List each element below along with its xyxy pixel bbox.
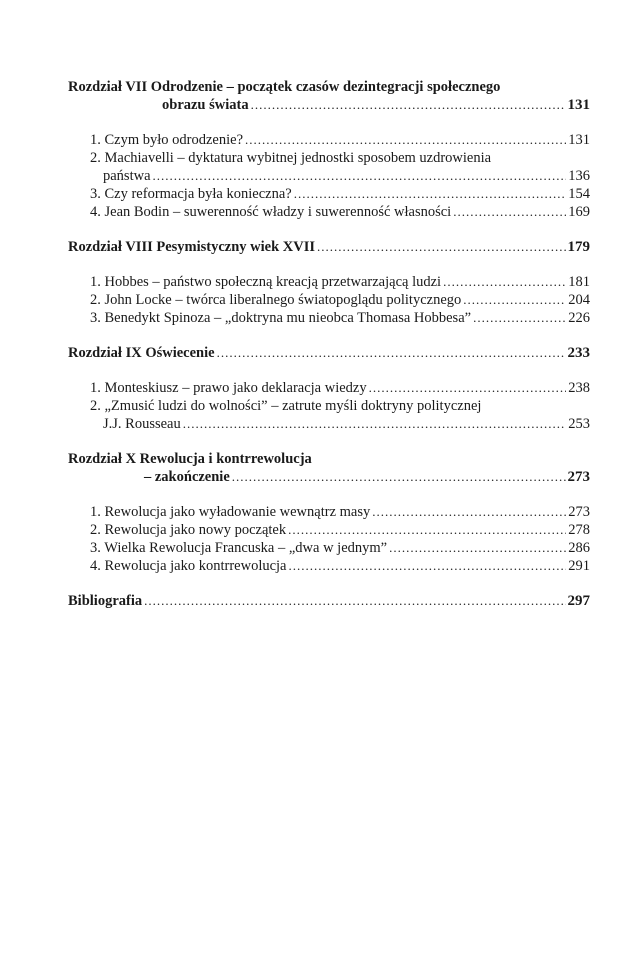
dot-leader xyxy=(317,238,565,256)
entry-title: 4. Jean Bodin – suwerenność władzy i suwerenność własności xyxy=(90,204,452,220)
page-number: 278 xyxy=(568,522,590,538)
chapter-8 xyxy=(68,238,590,327)
toc-entry xyxy=(68,521,590,539)
dot-leader xyxy=(232,468,566,486)
page-number: 179 xyxy=(567,239,590,255)
dot-leader xyxy=(217,344,566,362)
toc-entry xyxy=(68,291,590,309)
chapter-entry xyxy=(68,344,590,362)
chapter-7 xyxy=(68,78,590,221)
page-number: 169 xyxy=(568,204,590,220)
entry-title: J.J. Rousseau xyxy=(103,416,181,432)
toc-entry xyxy=(68,167,590,185)
dot-leader xyxy=(372,503,566,521)
toc-entry xyxy=(68,273,590,291)
dot-leader xyxy=(288,521,566,539)
dot-leader xyxy=(389,539,566,557)
page-number: 204 xyxy=(568,292,590,308)
dot-leader xyxy=(473,309,566,327)
chapter-title-line: obrazu świata xyxy=(162,97,249,113)
entry-title: 1. Rewolucja jako wyładowanie wewnątrz masy xyxy=(90,504,371,520)
entry-title-line: 2. „Zmusić ludzi do wolności” – zatrute myśli doktryny politycznej xyxy=(90,398,482,414)
entry-title: państwa xyxy=(103,168,151,184)
page-number: 154 xyxy=(568,186,590,202)
entry-title: 3. Benedykt Spinoza – „doktryna mu nieobca Thomasa Hobbesa” xyxy=(90,310,472,326)
chapter-title-line: Rozdział IX Oświecenie xyxy=(68,345,215,361)
chapter-title-line: Rozdział VIII Pesymistyczny wiek XVII xyxy=(68,239,316,255)
dot-leader xyxy=(144,592,565,610)
chapter-entry xyxy=(68,238,590,256)
chapter-title-line: Rozdział X Rewolucja i kontrrewolucja xyxy=(68,451,312,467)
page-number: 226 xyxy=(568,310,590,326)
dot-leader xyxy=(369,379,567,397)
entry-title: 3. Czy reformacja była konieczna? xyxy=(90,186,292,202)
toc-entry xyxy=(68,185,590,203)
chapter-entry xyxy=(68,96,590,114)
page-number: 291 xyxy=(568,558,590,574)
entry-title: 2. John Locke – twórca liberalnego światopoglądu politycznego xyxy=(90,292,462,308)
chapter-9 xyxy=(68,344,590,433)
page-number: 273 xyxy=(567,469,590,485)
entry-title: 1. Hobbes – państwo społeczną kreacją przetwarzającą ludzi xyxy=(90,274,442,290)
toc-entry xyxy=(68,539,590,557)
entry-title: 2. Rewolucja jako nowy początek xyxy=(90,522,287,538)
chapter-title-line: Rozdział VII Odrodzenie – początek czasów dezintegracji społecznego xyxy=(68,79,501,95)
chapter-entry xyxy=(68,468,590,486)
table-of-contents xyxy=(68,78,590,610)
toc-entry xyxy=(68,203,590,221)
chapter-10 xyxy=(68,450,590,575)
dot-leader xyxy=(443,273,566,291)
dot-leader xyxy=(294,185,567,203)
entry-title: 1. Monteskiusz – prawo jako deklaracja wiedzy xyxy=(90,380,367,396)
bibliography-entry xyxy=(68,592,590,610)
toc-entry xyxy=(68,131,590,149)
dot-leader xyxy=(463,291,566,309)
page-number: 131 xyxy=(567,97,590,113)
page-number: 233 xyxy=(567,345,590,361)
toc-entry xyxy=(68,309,590,327)
dot-leader xyxy=(153,167,567,185)
page-number: 273 xyxy=(568,504,590,520)
dot-leader xyxy=(251,96,566,114)
toc-entry xyxy=(68,503,590,521)
chapter-title-line: – zakończenie xyxy=(144,469,230,485)
entry-title: 1. Czym było odrodzenie? xyxy=(90,132,244,148)
entry-title: 4. Rewolucja jako kontrrewolucja xyxy=(90,558,287,574)
page-number: 131 xyxy=(568,132,590,148)
dot-leader xyxy=(183,415,567,433)
toc-entry xyxy=(68,379,590,397)
page-number: 181 xyxy=(568,274,590,290)
dot-leader xyxy=(245,131,566,149)
entry-title-line: 2. Machiavelli – dyktatura wybitnej jednostki sposobem uzdrowienia xyxy=(90,150,492,166)
toc-entry xyxy=(68,557,590,575)
page-number: 297 xyxy=(567,593,590,609)
toc-entry xyxy=(68,415,590,433)
dot-leader xyxy=(289,557,567,575)
page-number: 253 xyxy=(568,416,590,432)
page-number: 286 xyxy=(568,540,590,556)
page-number: 238 xyxy=(568,380,590,396)
dot-leader xyxy=(453,203,566,221)
page-number: 136 xyxy=(568,168,590,184)
bibliography-title: Bibliografia xyxy=(68,593,143,609)
entry-title: 3. Wielka Rewolucja Francuska – „dwa w jednym” xyxy=(90,540,388,556)
